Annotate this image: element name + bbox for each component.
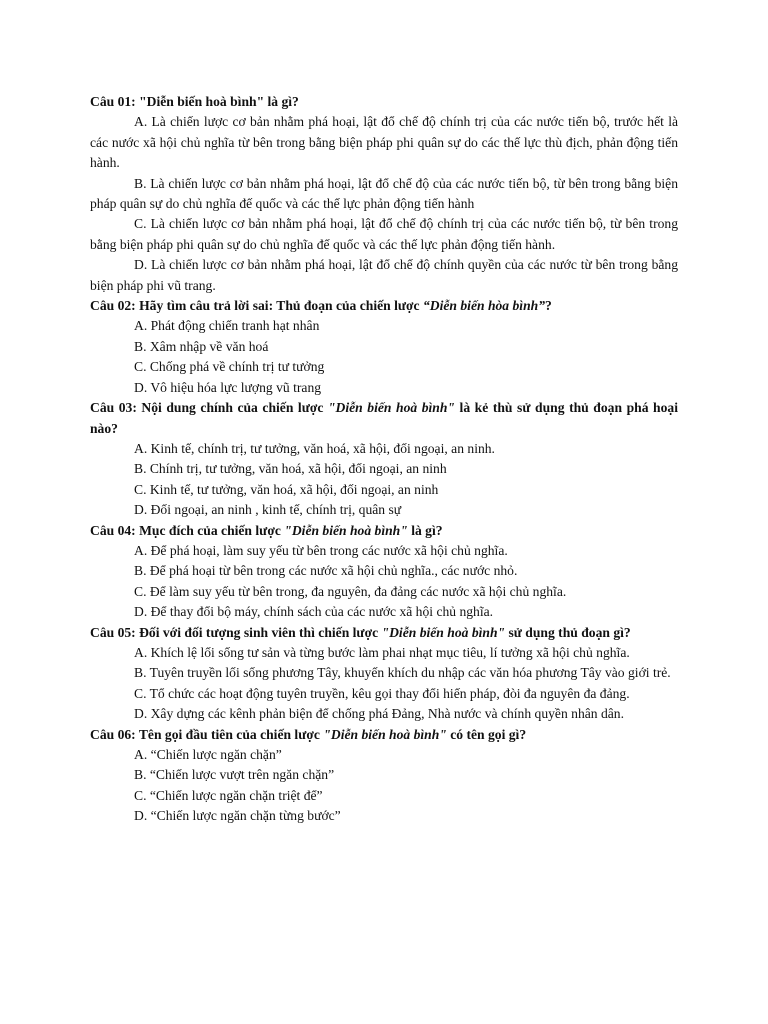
answer-option: A. Kinh tế, chính trị, tư tưởng, văn hoá, xã hội, đối ngoại, an ninh.: [134, 440, 495, 456]
question-block: [90, 623, 678, 725]
question-block: [90, 521, 678, 623]
question-title: Câu 03: Nội dung chính của chiến lược "Diễn biến hoà bình" là kẻ thù sử dụng thủ đoạn phá hoại nào?: [90, 400, 678, 436]
question-title: Câu 05: Đối với đối tượng sinh viên thì chiến lược "Diễn biến hoà bình" sử dụng thủ đoạn gì?: [90, 624, 631, 640]
question-block: [90, 296, 678, 398]
answer-option: C. Kinh tế, tư tưởng, văn hoá, xã hội, đối ngoại, an ninh: [134, 481, 439, 497]
answer-option: A. Khích lệ lối sống tư sản và từng bước làm phai nhạt mục tiêu, lí tưởng xã hội chủ nghĩa.: [134, 644, 630, 660]
answer-option: C. Để làm suy yếu từ bên trong, đa nguyên, đa đảng các nước xã hội chủ nghĩa.: [134, 583, 567, 599]
answer-option: C. “Chiến lược ngăn chặn triệt để”: [134, 787, 323, 803]
answer-option: A. “Chiến lược ngăn chặn”: [134, 747, 282, 762]
answer-option: B. “Chiến lược vượt trên ngăn chặn”: [134, 767, 335, 783]
answer-option: D. Xây dựng các kênh phản biện để chống phá Đảng, Nhà nước và chính quyền nhân dân.: [134, 706, 625, 722]
question-block: [90, 92, 678, 296]
answer-option: D. Đối ngoại, an ninh , kinh tế, chính trị, quân sự: [134, 502, 402, 518]
answer-option: C. Tổ chức các hoạt động tuyên truyền, kêu gọi thay đổi hiến pháp, đòi đa nguyên đa đảng.: [134, 685, 630, 701]
answer-option: A. Để phá hoại, làm suy yếu từ bên trong các nước xã hội chủ nghĩa.: [134, 542, 508, 558]
answer-option: D. Để thay đổi bộ máy, chính sách của các nước xã hội chủ nghĩa.: [134, 604, 494, 620]
answer-option: C. Là chiến lược cơ bản nhằm phá hoại, lật đổ chế độ chính trị của các nước tiến bộ, từ bên trong bằng biện pháp phi quân sự do chủ nghĩa đế quốc và các thế lực phản động tiến hành.: [90, 216, 678, 252]
answer-option: C. Chống phá về chính trị tư tưởng: [134, 359, 325, 375]
answer-option: B. Là chiến lược cơ bản nhằm phá hoại, lật đổ chế độ của các nước tiến bộ, từ bên trong bằng biện pháp quân sự do chủ nghĩa đế quốc và các thế lực phản động tiến hành: [90, 175, 678, 212]
answer-option: A. Phát động chiến tranh hạt nhân: [134, 318, 320, 334]
question-block: [90, 725, 678, 827]
answer-option: D. “Chiến lược ngăn chặn từng bước”: [134, 808, 341, 824]
question-title: Câu 01: "Diễn biến hoà bình" là gì?: [90, 94, 299, 109]
answer-option: B. Để phá hoại từ bên trong các nước xã hội chủ nghĩa., các nước nhỏ.: [134, 563, 518, 579]
quiz-content: [90, 92, 678, 827]
answer-option: B. Tuyên truyền lối sống phương Tây, khuyến khích du nhập các văn hóa phương Tây vào giới trẻ.: [134, 665, 671, 681]
answer-option: D. Vô hiệu hóa lực lượng vũ trang: [134, 379, 322, 395]
answer-option: A. Là chiến lược cơ bản nhằm phá hoại, lật đổ chế độ chính trị của các nước tiến bộ, trước hết là các nước xã hội chủ nghĩa từ bên trong bằng biện pháp phi quân sự do các thế lực thù địch, phản động tiến hành.: [90, 114, 678, 171]
question-title: Câu 02: Hãy tìm câu trả lời sai: Thủ đoạn của chiến lược “Diễn biến hòa bình”?: [90, 298, 552, 314]
question-title: Câu 06: Tên gọi đầu tiên của chiến lược "Diễn biến hoà bình" có tên gọi gì?: [90, 726, 527, 742]
question-block: [90, 398, 678, 520]
answer-option: B. Chính trị, tư tưởng, văn hoá, xã hội, đối ngoại, an ninh: [134, 461, 447, 477]
answer-option: B. Xâm nhập về văn hoá: [134, 338, 269, 354]
answer-option: D. Là chiến lược cơ bản nhằm phá hoại, lật đổ chế độ chính quyền của các nước từ bên trong bằng biện pháp phi vũ trang.: [90, 257, 678, 293]
question-title: Câu 04: Mục đích của chiến lược "Diễn biến hoà bình" là gì?: [90, 522, 443, 538]
